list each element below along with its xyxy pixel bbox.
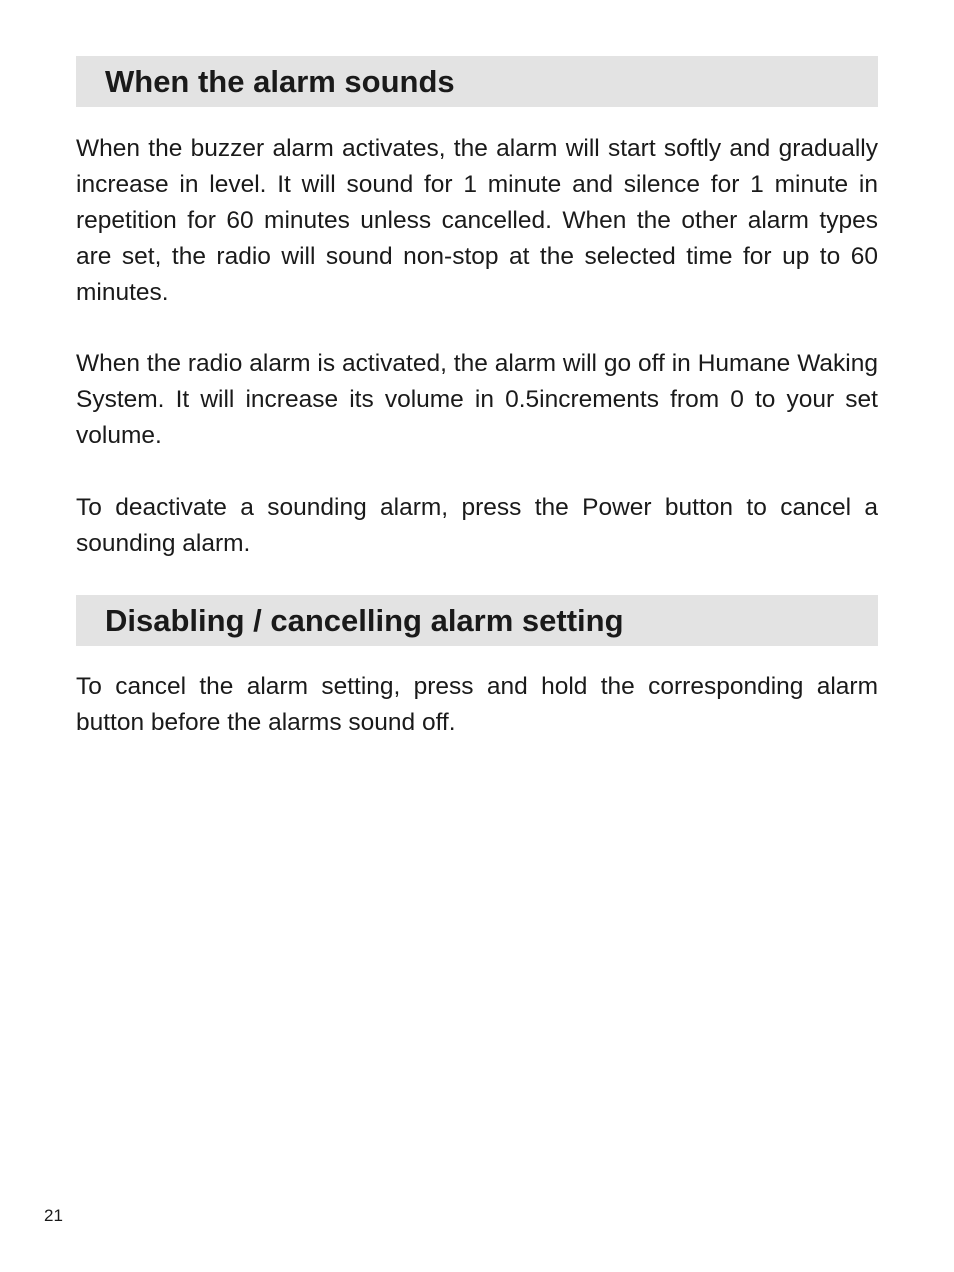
paragraph-radio-alarm: When the radio alarm is activated, the alarm will go off in Humane Waking System. It will increase its volume in 0.5increments from 0 to your set volume. xyxy=(76,350,878,449)
paragraph-deactivate-alarm: To deactivate a sounding alarm, press the Power button to cancel a sounding alarm. xyxy=(76,494,878,557)
section-header-disabling-alarm xyxy=(76,595,878,646)
section-heading: Disabling / cancelling alarm setting xyxy=(105,603,624,638)
paragraph-cancel-alarm: To cancel the alarm setting, press and hold the corresponding alarm button before the alarms sound off. xyxy=(76,673,878,736)
page-number: 21 xyxy=(44,1206,63,1225)
paragraph-buzzer-alarm: When the buzzer alarm activates, the alarm will start softly and gradually increase in level. It will sound for 1 minute and silence for 1 minute in repetition for 60 minutes unless cancelled. When the other alarm types are set, the radio will sound non-stop at the selected time for up to 60 minutes. xyxy=(76,135,878,306)
section-header-alarm-sounds xyxy=(76,56,878,107)
section-heading: When the alarm sounds xyxy=(105,64,455,99)
